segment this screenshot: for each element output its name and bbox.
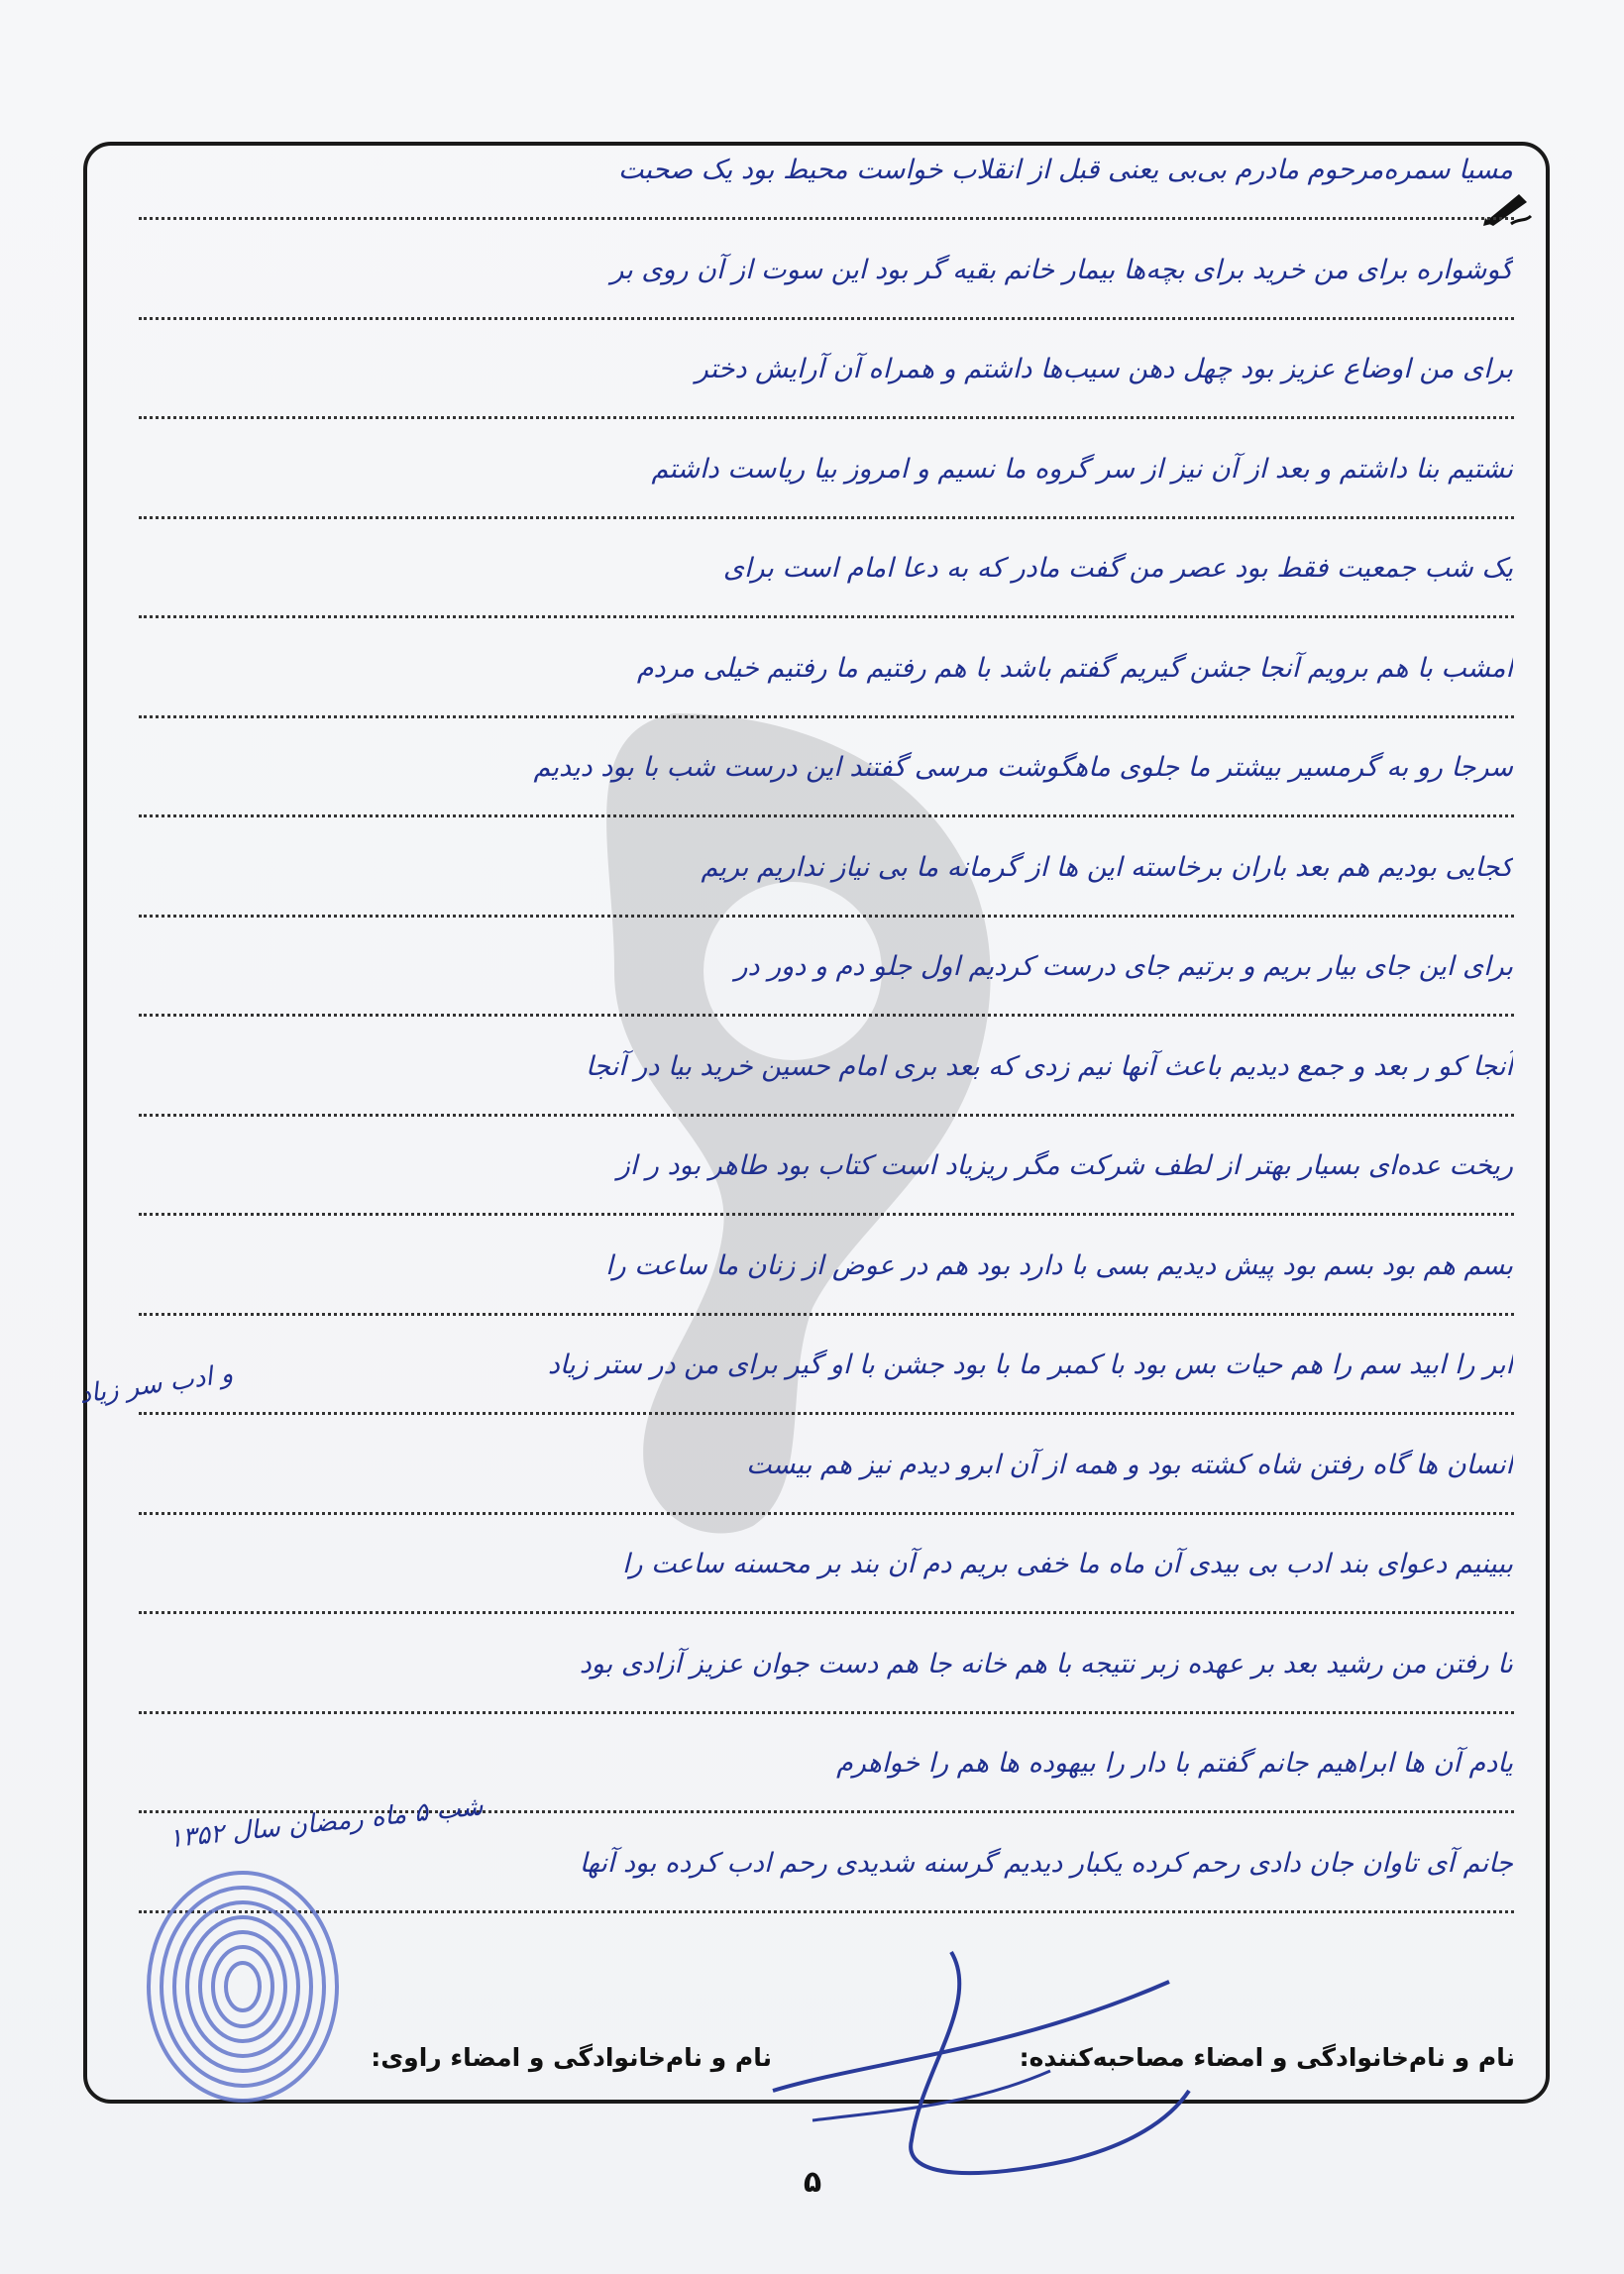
dotted-rule-line: [139, 1412, 1514, 1415]
dotted-rule-line: [139, 1611, 1514, 1614]
handwritten-line: یک شب جمعیت فقط بود عصر من گفت مادر که به دعا امام است برای: [722, 553, 1513, 584]
narrator-signature-label: نام و نام‌خانوادگی و امضاء راوی:: [371, 2043, 772, 2072]
dotted-rule-line: [139, 1512, 1514, 1515]
handwritten-line: گوشواره برای من خرید برای بچه‌ها بیمار خانم بقیه گر بود این سوت از آن روی بر: [610, 254, 1513, 285]
handwritten-date-note: شب ۵ ماه رمضان سال ۱۳۵۲: [166, 1791, 485, 1855]
handwritten-line: ریخت عده‌ای بسیار بهتر از لطف شرکت مگر ریزیاد است کتاب بود طاهر بود ر از: [616, 1150, 1513, 1181]
handwritten-line: انسان ها گاه رفتن شاه کشته بود و همه از آن ابرو دیدم نیز هم بیست: [746, 1449, 1513, 1480]
handwritten-line: مسیا سمره‌مرحوم مادرم بی‌بی یعنی قبل از انقلاب خواست محیط بود یک صحبت: [618, 155, 1513, 185]
margin-handwritten-note: و ادب سر زیاد: [77, 1358, 235, 1410]
handwritten-line: امشب با هم برویم آنجا جشن گیریم گفتم باشد با هم رفتیم ما رفتیم خیلی مردم: [636, 652, 1513, 684]
page-number: ۵: [803, 2165, 822, 2200]
dotted-rule-line: [139, 615, 1514, 618]
dotted-rule-line: [139, 715, 1514, 718]
dotted-rule-line: [139, 416, 1514, 419]
handwritten-line: تا رفتن من رشید بعد بر عهده زبر نتیجه با هم خانه جا هم دست جوان عزیز آزادی بود: [579, 1648, 1513, 1679]
handwritten-line: آنجا کو ر بعد و جمع دیدیم باعث آنها نیم زدی که بعد بری امام حسین خرید بیا در آنجا: [586, 1050, 1513, 1082]
handwritten-line: نشتیم بنا داشتم و بعد از آن نیز از سر گروه ما نسیم و امروز بیا ریاست داشتم: [651, 453, 1513, 485]
dotted-rule-line: [139, 1313, 1514, 1316]
handwritten-line: برای من اوضاع عزیز بود چهل دهن سیب‌ها داشتم و همراه آن آرایش دختر: [695, 354, 1513, 384]
handwritten-line: ببینیم دعوای بند ادب بی بیدی آن ماه ما خفی بریم دم آن بند بر محسنه ساعت را: [622, 1549, 1513, 1579]
interviewer-signature-label: نام و نام‌خانوادگی و امضاء مصاحبه‌کننده:: [1019, 2043, 1515, 2072]
handwritten-line: یادم آن ها ابراهیم جانم گفتم با دار را بیهوده ها هم را خواهرم: [836, 1748, 1513, 1779]
handwritten-line: کجایی بودیم هم بعد باران برخاسته این ها از گرمانه ما بی نیاز نداریم بریم: [701, 851, 1513, 883]
dotted-rule-line: [139, 1014, 1514, 1017]
fingerprint-mark: [139, 1863, 347, 2111]
dotted-rule-line: [139, 317, 1514, 320]
dotted-rule-line: [139, 217, 1514, 220]
dotted-rule-line: [139, 1114, 1514, 1117]
dotted-rule-line: [139, 516, 1514, 519]
handwritten-line: برای این جای بیار بریم و برتیم جای درست کردیم اول جلو دم و دور در: [734, 951, 1513, 982]
handwritten-line: بسم هم بود بسم بود پیش دیدیم بسی با دارد بود هم در عوض از زنان ما ساعت را: [605, 1249, 1513, 1281]
dotted-rule-line: [139, 1213, 1514, 1216]
handwritten-line: جانم آی تاوان جان دادی رحم کرده یکبار دیدیم گرسنه شدیدی رحم ادب کرده بود آنها: [579, 1847, 1513, 1879]
handwritten-line: سرجا رو به گرمسیر بیشتر ما جلوی ماهگوشت مرسی گفتند این درست شب با بود دیدیم: [533, 752, 1513, 783]
dotted-rule-line: [139, 814, 1514, 817]
dotted-rule-line: [139, 915, 1514, 918]
handwritten-line: ابر را ابید سم را هم حیات بس بود با کمبر ما با بود جشن با او گیر برای من در ستر زیاد: [547, 1350, 1513, 1380]
dotted-rule-line: [139, 1711, 1514, 1714]
